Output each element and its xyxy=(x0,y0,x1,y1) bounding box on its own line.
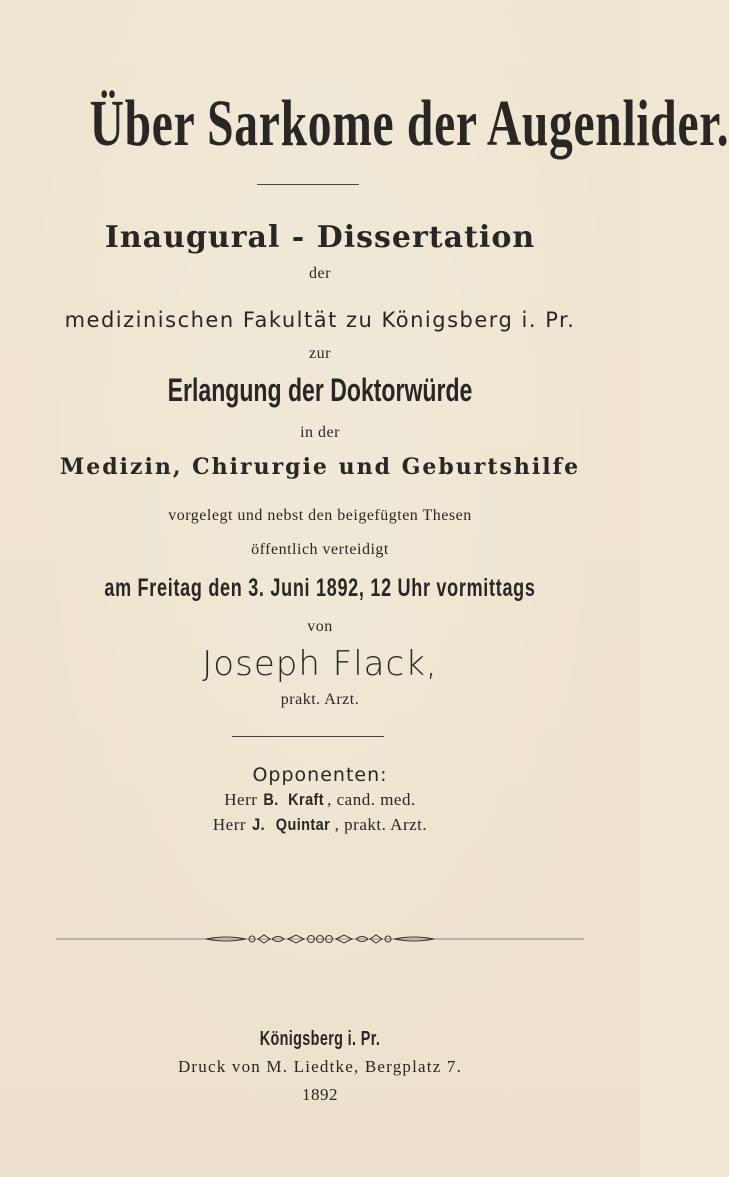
faculty-line: medizinischen Fakultät zu Königsberg i. Pr. xyxy=(64,308,576,332)
opponent-1-initial: B. xyxy=(263,790,279,809)
fields-line: Medizin, Chirurgie und Geburtshilfe xyxy=(59,454,581,480)
title-rule xyxy=(257,184,359,185)
opponent-2-initial: J. xyxy=(251,815,265,834)
degree-line: Erlangung der Doktorwürde xyxy=(167,372,473,408)
author-rule xyxy=(232,736,384,737)
opponent-2-rest: , prakt. Arzt. xyxy=(334,815,428,834)
text-zur: zur xyxy=(309,345,331,362)
defended-line: öffentlich verteidigt xyxy=(251,541,389,558)
opponent-2-prefix: Herr xyxy=(212,815,247,834)
dissertation-title: Über Sarkome der Augenlider. xyxy=(89,87,729,160)
opponent-1 xyxy=(0,790,640,810)
presented-line: vorgelegt und nebst den beigefügten Thesen xyxy=(168,507,472,524)
opponent-2-name: Quintar xyxy=(275,815,330,834)
opponent-1-name: Kraft xyxy=(288,790,324,809)
imprint-city: Königsberg i. Pr. xyxy=(259,1028,381,1050)
opponents-heading: Opponenten: xyxy=(252,764,388,786)
publication-year: 1892 xyxy=(302,1085,338,1104)
text-von: von xyxy=(307,618,333,635)
text-in-der: in der xyxy=(300,424,340,441)
opponent-1-rest: , cand. med. xyxy=(327,790,416,809)
ornamental-divider xyxy=(56,934,584,944)
author-name: Joseph Flack, xyxy=(202,644,438,684)
printer-line: Druck von M. Liedtke, Bergplatz 7. xyxy=(177,1057,463,1076)
date-line: am Freitag den 3. Juni 1892, 12 Uhr vormittags xyxy=(104,574,536,602)
author-title: prakt. Arzt. xyxy=(280,691,360,708)
opponent-2 xyxy=(0,815,640,835)
dissertation-label: Inaugural - Dissertation xyxy=(104,220,536,255)
text-der: der xyxy=(309,265,331,282)
opponent-1-prefix: Herr xyxy=(224,790,258,809)
